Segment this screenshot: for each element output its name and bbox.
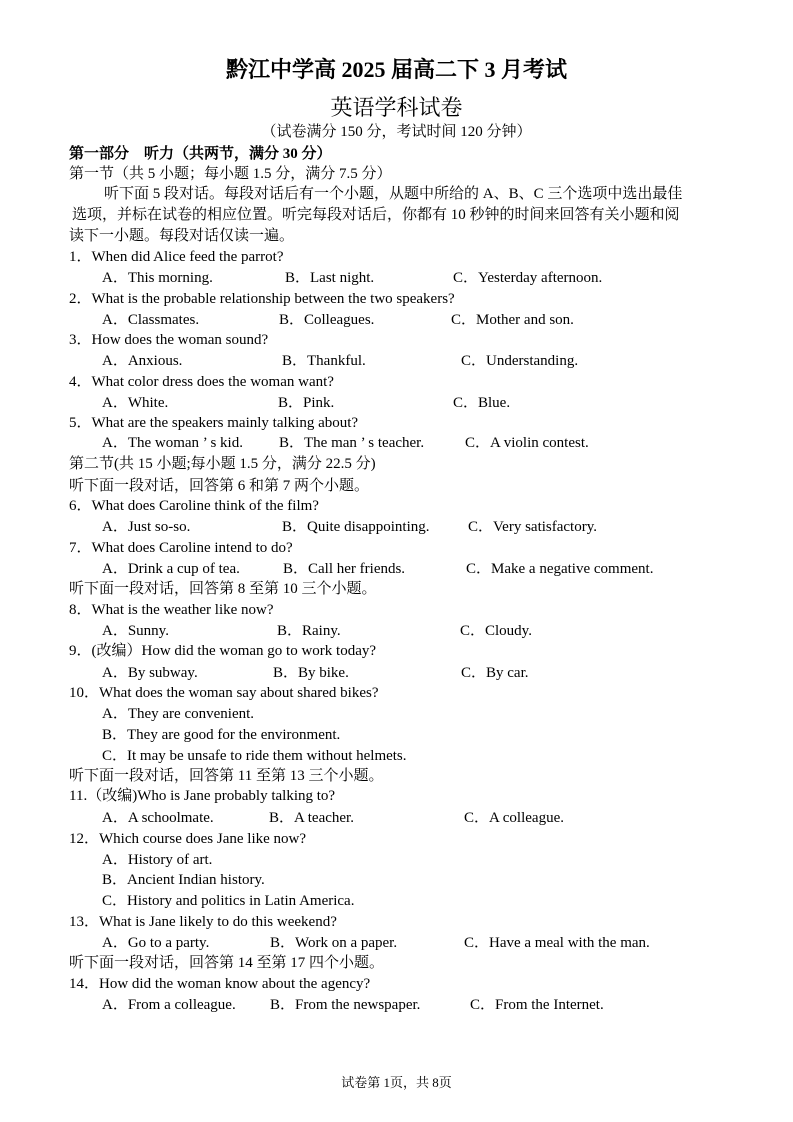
- question-10-option-a: A．They are convenient.: [102, 706, 255, 722]
- question-7-option-a: A．Drink a cup of tea.: [102, 561, 240, 577]
- question-2-option-b: B．Colleagues.: [279, 312, 375, 328]
- question-2-option-c: C．Mother and son.: [451, 312, 574, 328]
- question-4: 4．What color dress does the woman want?: [69, 374, 334, 390]
- question-9-option-a: A．By subway.: [102, 665, 198, 681]
- question-4-option-c: C．Blue.: [453, 395, 511, 411]
- question-12-option-b: B．Ancient Indian history.: [102, 872, 265, 888]
- question-5-option-b: B．The man ’ s teacher.: [279, 435, 425, 451]
- question-10-option-c: C．It may be unsafe to ride them without helmets.: [102, 748, 407, 764]
- question-7-option-c: C．Make a negative comment.: [466, 561, 654, 577]
- question-6: 6．What does Caroline think of the film?: [69, 498, 319, 514]
- question-5: 5．What are the speakers mainly talking about?: [69, 415, 359, 431]
- question-6-option-c: C．Very satisfactory.: [468, 519, 597, 535]
- question-13: 13．What is Jane likely to do this weekend?: [69, 914, 337, 930]
- question-3-option-a: A．Anxious.: [102, 353, 183, 369]
- question-1: 1．When did Alice feed the parrot?: [69, 249, 284, 265]
- question-8: 8．What is the weather like now?: [69, 602, 274, 618]
- question-9-option-c: C．By car.: [461, 665, 529, 681]
- question-14-option-c: C．From the Internet.: [470, 997, 604, 1013]
- question-7-option-b: B．Call her friends.: [283, 561, 406, 577]
- question-12-option-c: C．History and politics in Latin America.: [102, 893, 355, 909]
- question-7: 7．What does Caroline intend to do?: [69, 540, 293, 556]
- question-13-option-c: C．Have a meal with the man.: [464, 935, 650, 951]
- question-1-option-a: A．This morning.: [102, 270, 213, 286]
- question-11-option-b: B．A teacher.: [269, 810, 354, 826]
- question-3-option-b: B．Thankful.: [282, 353, 366, 369]
- question-10: 10．What does the woman say about shared bikes?: [69, 685, 379, 701]
- question-4-option-a: A．White.: [102, 395, 169, 411]
- question-9: 9．(改编）How did the woman go to work today?: [69, 643, 377, 659]
- question-11: 11.（改编)Who is Jane probably talking to?: [69, 788, 336, 804]
- instructions-line-2: 选项，并标在试卷的相应位置。听完每段对话后，你都有 10 秒钟的时间来回答有关小题和阅: [72, 207, 680, 223]
- question-1-option-c: C．Yesterday afternoon.: [453, 270, 603, 286]
- question-3: 3．How does the woman sound?: [69, 332, 269, 348]
- question-13-option-b: B．Work on a paper.: [270, 935, 398, 951]
- page-footer: 试卷第 1页，共 8页: [341, 1075, 452, 1090]
- question-3-option-c: C．Understanding.: [461, 353, 579, 369]
- exam-subtitle: 英语学科试卷: [330, 95, 463, 120]
- exam-title: 黔江中学高 2025 届高二下 3 月考试: [225, 57, 567, 82]
- question-8-option-b: B．Rainy.: [277, 623, 341, 639]
- question-6-option-b: B．Quite disappointing.: [282, 519, 430, 535]
- exam-note: （试卷满分 150 分，考试时间 120 分钟）: [261, 124, 532, 140]
- question-2-option-a: A．Classmates.: [102, 312, 200, 328]
- question-1-option-b: B．Last night.: [285, 270, 375, 286]
- question-13-option-a: A．Go to a party.: [102, 935, 210, 951]
- question-8-option-a: A．Sunny.: [102, 623, 169, 639]
- question-6-option-a: A．Just so-so.: [102, 519, 191, 535]
- question-14-option-b: B．From the newspaper.: [270, 997, 421, 1013]
- question-12-option-a: A．History of art.: [102, 852, 213, 868]
- dialog-note-1: 听下面一段对话，回答第 6 和第 7 两个小题。: [69, 478, 370, 494]
- question-12: 12．Which course does Jane like now?: [69, 831, 307, 847]
- dialog-note-3: 听下面一段对话，回答第 11 至第 13 三个小题。: [69, 768, 384, 784]
- question-11-option-c: C．A colleague.: [464, 810, 564, 826]
- instructions-line-3: 读下一小题。每段对话仅读一遍。: [69, 228, 295, 244]
- dialog-note-2: 听下面一段对话，回答第 8 至第 10 三个小题。: [69, 581, 377, 597]
- question-14-option-a: A．From a colleague.: [102, 997, 236, 1013]
- question-5-option-c: C．A violin contest.: [465, 435, 589, 451]
- question-5-option-a: A．The woman ’ s kid.: [102, 435, 243, 451]
- instructions-line-1: 听下面 5 段对话。每段对话后有一个小题，从题中所给的 A、B、C 三个选项中选出最佳: [104, 186, 683, 202]
- part1-heading: 第一部分 听力（共两节，满分 30 分）: [69, 146, 332, 162]
- question-9-option-b: B．By bike.: [273, 665, 349, 681]
- question-8-option-c: C．Cloudy.: [460, 623, 532, 639]
- question-11-option-a: A．A schoolmate.: [102, 810, 214, 826]
- question-10-option-b: B．They are good for the environment.: [102, 727, 341, 743]
- question-4-option-b: B．Pink.: [278, 395, 335, 411]
- section1-heading: 第一节（共 5 小题；每小题 1.5 分，满分 7.5 分）: [69, 166, 392, 182]
- section2-heading: 第二节(共 15 小题;每小题 1.5 分，满分 22.5 分): [69, 456, 376, 472]
- question-2: 2．What is the probable relationship between the two speakers?: [69, 291, 455, 307]
- dialog-note-4: 听下面一段对话，回答第 14 至第 17 四个小题。: [69, 955, 385, 971]
- question-14: 14．How did the woman know about the agency?: [69, 976, 371, 992]
